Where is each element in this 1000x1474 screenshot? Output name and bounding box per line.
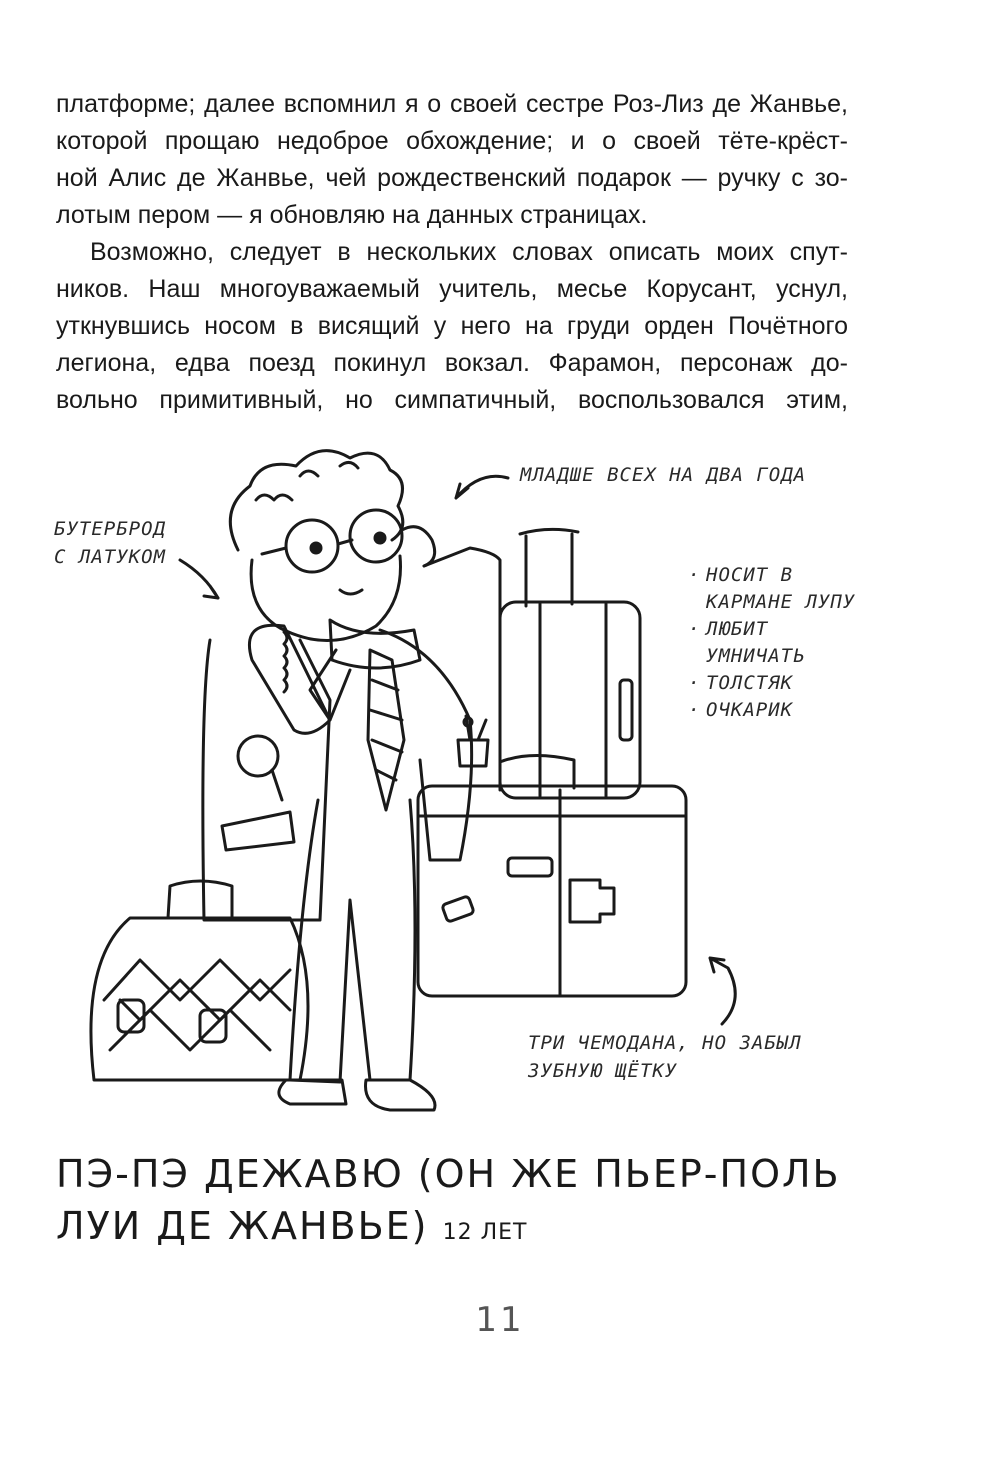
annotation-sandwich: С ЛАТУКОМ bbox=[54, 546, 166, 568]
text-line: ников. Наш многоуважаемый учитель, месье Корусант, уснул, bbox=[56, 275, 848, 303]
caption-name: ЛУИ ДЕ ЖАНВЬЕ) bbox=[56, 1204, 429, 1248]
text-line: лотым пером — я обновляю на данных страницах. bbox=[56, 201, 648, 229]
text-line: платформе; далее вспомнил я о своей сестре Роз-Лиз де Жанвье, bbox=[56, 90, 848, 118]
list-item: · ТОЛСТЯК bbox=[688, 670, 876, 697]
arrow-icon bbox=[710, 958, 735, 1024]
page-number: 11 bbox=[475, 1300, 525, 1340]
arrow-icon bbox=[456, 476, 508, 498]
text-line: вольно примитивный, но симпатичный, воспользовался этим, bbox=[56, 386, 848, 414]
bag-icon bbox=[91, 881, 308, 1080]
text-line: Возможно, следует в нескольких словах описать моих спут- bbox=[90, 238, 848, 266]
arrow-icon bbox=[180, 560, 218, 598]
caption-line bbox=[56, 1200, 856, 1259]
list-item: · НОСИТ В КАРМАНЕ ЛУПУ bbox=[688, 562, 876, 616]
caption-line: ПЭ-ПЭ ДЕЖАВЮ (ОН ЖЕ ПЬЕР-ПОЛЬ bbox=[56, 1152, 841, 1196]
traits-list bbox=[688, 562, 876, 724]
character-caption bbox=[56, 1148, 856, 1259]
text-line: которой прощаю недоброе обхождение; и о своей тёте-крёст- bbox=[56, 127, 848, 155]
annotation-suitcases: ЗУБНУЮ ЩЁТКУ bbox=[528, 1060, 678, 1082]
annotation-suitcases: ТРИ ЧЕМОДАНА, НО ЗАБЫЛ bbox=[528, 1032, 802, 1054]
text-line: уткнувшись носом в висящий у него на груди орден Почётного bbox=[56, 312, 848, 340]
list-item: · ЛЮБИТ УМНИЧАТЬ bbox=[688, 616, 876, 670]
text-line: легиона, едва поезд покинул вокзал. Фарамон, персонаж до- bbox=[56, 349, 848, 377]
caption-age: 12 ЛЕТ bbox=[442, 1220, 528, 1245]
suitcase-icon bbox=[418, 755, 686, 996]
list-item: · ОЧКАРИК bbox=[688, 697, 876, 724]
annotation-younger: МЛАДШЕ ВСЕХ НА ДВА ГОДА bbox=[520, 464, 807, 486]
text-line: ной Алис де Жанвье, чей рождественский подарок — ручку с зо- bbox=[56, 164, 848, 192]
annotation-sandwich: БУТЕРБРОД bbox=[54, 518, 166, 540]
